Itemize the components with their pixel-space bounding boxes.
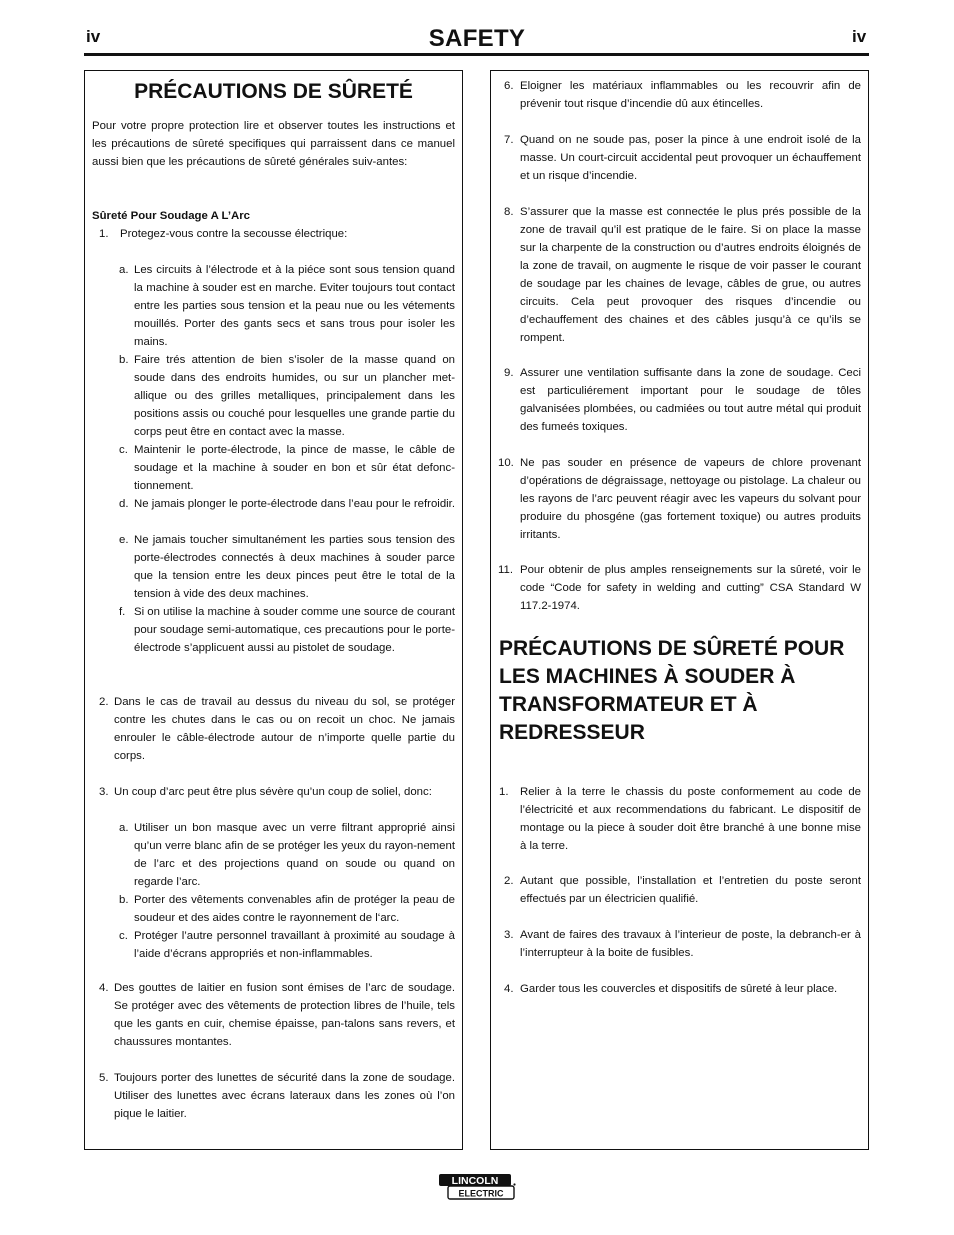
item-letter: e. xyxy=(119,534,129,546)
item-text: Ne jamais plonger le porte-électrode dans l’eau pour le refroidir. xyxy=(134,498,456,510)
page-number-left: iv xyxy=(86,27,101,46)
item-number: 3. xyxy=(504,929,514,941)
item-text: Maintenir le porte-électrode, la pince de masse, le câble de soudage et la machine à souder en bon et sûr état defonc-tionnement. xyxy=(134,444,455,492)
item-text: Des gouttes de laitier en fusion sont émises de l’arc de soudage. Se protéger avec des vêtements de protection libres de l’huile, tels que les gants en cuir, chemise épaisse, pan-talons sans revers, et chaussures montantes. xyxy=(114,982,455,1048)
right-column-box xyxy=(490,70,869,1150)
item-text: Protéger l’autre personnel travaillant à proximité au soudage à l’aide d’écrans appropriés et non-inflammables. xyxy=(134,930,455,960)
item-number: 10. xyxy=(498,457,514,469)
left-section-title: PRÉCAUTIONS DE SÛRETÉ xyxy=(134,80,413,103)
item-text: Si on utilise la machine à souder comme une source de courant pour soudage semi-automatique, ces precautions pour le porte-électrode s’applicuent aussi au pistolet de soudage. xyxy=(134,606,456,654)
subhead-arc-welding: Sûreté Pour Soudage A L’Arc xyxy=(92,210,251,222)
item-text: Assurer une ventilation suffisante dans la zone de soudage. Ceci est particuliérement important pour le soudage de tôles galvanisées plombées, ou cadmiées ou tout autre métal qui produit des fumeés toxiques. xyxy=(520,367,861,433)
item-letter: a. xyxy=(119,822,129,834)
item-number: 5. xyxy=(99,1072,109,1084)
item-number: 1. xyxy=(99,228,109,240)
item-text: Autant que possible, l’installation et l’entretien du poste seront effectués par un électricien qualifié. xyxy=(520,875,861,905)
item-text: Dans le cas de travail au dessus du niveau du sol, se protéger contre les chutes dans le cas ou on recoit un choc. Ne jamais enrouler le câble-électrode autour de n’importe quelle partie du corps. xyxy=(114,696,455,762)
logo-line1: LINCOLN xyxy=(451,1175,499,1187)
logo-line2: ELECTRIC xyxy=(458,1188,504,1199)
item-text: Ne jamais toucher simultanément les parties sous tension des porte-électrodes connectés à deux machines à souder parce que la tension entre les deux pinces peut être le total de la tension à vide des deux machines. xyxy=(134,534,455,600)
item-text: S’assurer que la masse est connectée le plus prés possible de la zone de travail qu’il est pratique de le faire. Si on place la masse sur la charpente de la construction ou d’autres endroits éloignés de la zone de travail, on augmente le risque de voir passer le courant de soudage par les chaines de levage, câbles de grue, ou autres circuits. Cela peut provoquer des risques d’incendie ou d’echauffement des chaines et des câbles jusqu’à ce qu’ils se rompent. xyxy=(520,206,861,344)
item-text: Utiliser un bon masque avec un verre filtrant approprié ainsi qu’un verre blanc afin de se protéger les yeux du rayon-nement de l’arc et des projections quand on soude ou quand on regarde l’arc. xyxy=(134,822,455,888)
item-text: Relier à la terre le chassis du poste conformement au code de l’électricité et aux recommendations du fabricant. Le dispositif de montage ou la piece à souder doit être branché à une bonne mise à la terre. xyxy=(520,786,861,852)
item-text: Un coup d’arc peut être plus sévère qu’un coup de soliel, donc: xyxy=(114,786,432,798)
lincoln-electric-logo xyxy=(438,1172,518,1202)
item-number: 2. xyxy=(504,875,514,887)
item-text: Toujours porter des lunettes de sécurité dans la zone de soudage. Utiliser des lunettes avec écrans lateraux dans les zones où l’on pique le laitier. xyxy=(114,1072,455,1120)
right-section-title: PRÉCAUTIONS DE SÛRETÉ POUR LES MACHINES À SOUDER À TRANSFORMATEUR ET À REDRESSEUR xyxy=(499,637,845,744)
item-text: Avant de faires des travaux à l’interieur de poste, la debranch-er à l’interrupteur à la boite de fusibles. xyxy=(520,929,861,959)
item-letter: b. xyxy=(119,354,129,366)
item-number: 4. xyxy=(504,983,514,995)
item-number: 9. xyxy=(504,367,514,379)
intro-paragraph: Pour votre propre protection lire et observer toutes les instructions et les précautions de sûreté specifiques qui parraissent dans ce manuel aussi bien que les précautions de sûreté générales suiv-antes: xyxy=(92,120,455,168)
item-text: Porter des vêtements convenables afin de protéger la peau de soudeur et des aides contre le rayonnement de l‘arc. xyxy=(134,894,455,924)
item-letter: a. xyxy=(119,264,129,276)
item-text: Pour obtenir de plus amples renseignements sur la sûreté, voir le code “Code for safety in welding and cutting” CSA Standard W 117.2-1974. xyxy=(520,564,861,612)
item-number: 2. xyxy=(99,696,109,708)
item-text: Les circuits à l’électrode et à la piéce sont sous tension quand la machine à souder est en marche. Eviter toujours tout contact entre les parties sous tension et la peau nue ou les vétements mouillés. Porter des gants secs et sans trous pour isoler les mains. xyxy=(134,264,455,348)
item-number: 1. xyxy=(499,786,509,798)
item-text: Garder tous les couvercles et dispositifs de sûreté à leur place. xyxy=(520,983,838,995)
item-text: Eloigner les matériaux inflammables ou les recouvrir afin de prévenir tout risque d’incendie dû aux étincelles. xyxy=(520,80,861,110)
item-letter: c. xyxy=(119,930,128,942)
item-number: 8. xyxy=(504,206,514,218)
item-number: 4. xyxy=(99,982,109,994)
item-letter: b. xyxy=(119,894,129,906)
left-column-box xyxy=(84,70,463,1150)
item-number: 3. xyxy=(99,786,109,798)
item-text: Faire trés attention de bien s’isoler de la masse quand on soude dans des endroits humides, ou sur un plancher met-allique ou des grilles metalliques, principalement dans les positions assis ou couché pour lesquelles une grande partie du corps peut être en contact avec la masse. xyxy=(134,354,455,438)
header-rule xyxy=(84,53,869,56)
item-number: 7. xyxy=(504,134,514,146)
page-title: SAFETY xyxy=(428,25,526,52)
item-letter: c. xyxy=(119,444,128,456)
item-text: Protegez-vous contre la secousse électrique: xyxy=(120,228,348,240)
page-number-right: iv xyxy=(852,27,867,46)
item-number: 11. xyxy=(498,564,513,576)
item-letter: d. xyxy=(119,498,129,510)
item-text: Ne pas souder en présence de vapeurs de chlore provenant d’opérations de dégraissage, nettoyage ou pistolage. La chaleur ou les rayons de l’arc peuvent réagir avec les vapeurs du solvant pour produire du phosgéne (gas fortement toxique) ou autres produits irritants. xyxy=(520,457,861,541)
item-number: 6. xyxy=(504,80,514,92)
item-text: Quand on ne soude pas, poser la pince à une endroit isolé de la masse. Un court-circuit accidental peut provoquer un échauffement et un risque d’incendie. xyxy=(520,134,861,182)
item-letter: f. xyxy=(119,606,126,618)
